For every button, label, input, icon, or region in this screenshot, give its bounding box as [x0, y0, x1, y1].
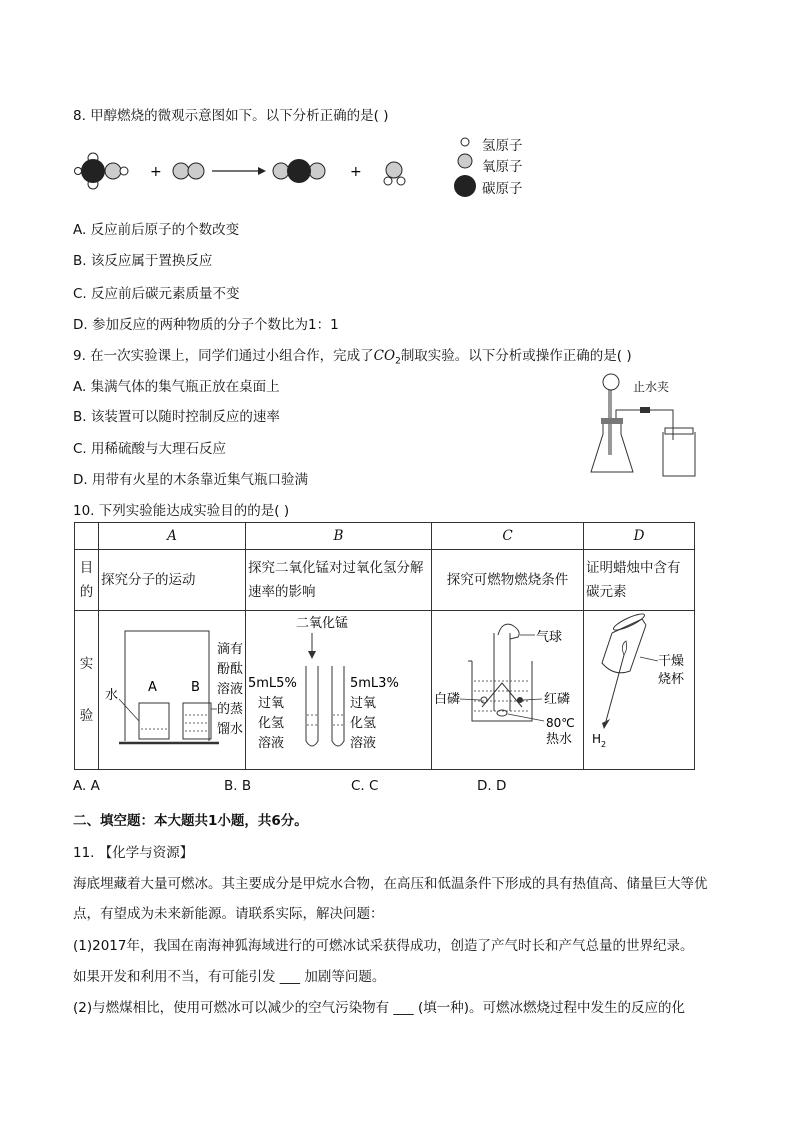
label-water: 水	[105, 688, 119, 703]
purpose-d: 证明蜡烛中含有碳元素	[584, 550, 695, 611]
svg-text:过氧: 过氧	[350, 696, 377, 711]
q9-option-c: C. 用稀硫酸与大理石反应	[73, 441, 227, 457]
hydrogen-atom-icon	[461, 138, 469, 146]
legend-hydrogen: 氢原子	[482, 138, 523, 154]
q9-title-post: 制取实验。以下分析或操作正确的是( )	[400, 348, 632, 364]
svg-text:酚酞: 酚酞	[217, 662, 244, 677]
q8-option-b: B. 该反应属于置换反应	[73, 253, 213, 269]
q10-option-c: C. C	[351, 778, 379, 794]
header-c: C	[432, 523, 584, 550]
purpose-b: 探究二氧化锰对过氧化氢分解速率的影响	[246, 550, 432, 611]
svg-text:溶液: 溶液	[217, 682, 244, 697]
q8-option-d: D. 参加反应的两种物质的分子个数比为1：1	[73, 317, 339, 333]
label-beaker-b: B	[191, 680, 200, 695]
water-molecule	[384, 162, 405, 185]
q9-title-pre: 9. 在一次实验课上，同学们通过小组合作，完成了	[73, 348, 374, 364]
carbon-atom-icon	[454, 175, 476, 197]
figure-a	[99, 611, 245, 765]
figure-b	[246, 611, 431, 765]
q10-title: 10. 下列实验能达成实验目的的是( )	[73, 503, 290, 519]
q11-intro: 海底埋藏着大量可燃冰。其主要成分是甲烷水合物，在高压和低温条件下形成的具有热值高、储量巨大等优点，有望成为未来新能源。请联系实际，解决问题：	[73, 876, 708, 922]
label-white-phosphorus: 白磷	[434, 692, 461, 707]
q8-option-c: C. 反应前后碳元素质量不变	[73, 286, 240, 302]
q8-title: 8. 甲醇燃烧的微观示意图如下。以下分析正确的是( )	[73, 108, 389, 124]
header-b: B	[246, 523, 432, 550]
experiment-c	[432, 611, 584, 770]
label-hot-water: 热水	[546, 732, 573, 747]
plus-sign: +	[150, 164, 162, 180]
q11-part1-line1: (1)2017年，我国在南海神狐海域进行的可燃冰试采获得成功，创造了产气时长和产气总量的世界纪录。	[73, 938, 694, 954]
clamp-icon	[640, 407, 650, 413]
svg-text:溶液: 溶液	[258, 736, 285, 751]
experiment-a	[99, 611, 246, 770]
q9-option-a: A. 集满气体的集气瓶正放在桌面上	[73, 379, 280, 395]
label-red-phosphorus: 红磷	[544, 692, 571, 707]
q8-reaction-diagram	[70, 150, 430, 196]
q9-title	[73, 344, 632, 367]
svg-text:5mL5%: 5mL5%	[248, 676, 297, 691]
legend-carbon: 碳原子	[482, 181, 523, 197]
svg-text:的蒸: 的蒸	[217, 702, 244, 717]
row-label-experiment: 实 验	[75, 611, 99, 770]
svg-text:溶液: 溶液	[350, 736, 377, 751]
svg-text:烧杯: 烧杯	[658, 672, 685, 687]
q9-option-b: B. 该装置可以随时控制反应的速率	[73, 409, 280, 425]
q10-option-d: D. D	[477, 778, 507, 794]
q10-option-a: A. A	[73, 778, 100, 794]
header-d: D	[584, 523, 695, 550]
label-hydrogen: H	[592, 732, 602, 746]
figure-d	[584, 611, 694, 765]
header-a: A	[99, 523, 246, 550]
methanol-molecule	[75, 153, 129, 189]
q11-part1-line2: 如果开发和利用不当，有可能引发 ___ 加剧等问题。	[73, 969, 386, 985]
row-label-purpose: 目 的	[75, 550, 99, 611]
purpose-a: 探究分子的运动	[99, 550, 246, 611]
q10-option-b: B. B	[224, 778, 252, 794]
experiment-b	[246, 611, 432, 770]
q9-formula-sub: 2	[395, 356, 401, 367]
label-dry-beaker: 干燥	[658, 654, 685, 669]
table-row-experiment	[75, 611, 695, 770]
purpose-c: 探究可燃物燃烧条件	[432, 550, 584, 611]
carbon-dioxide-molecule	[273, 159, 325, 183]
q11-title: 11. 【化学与资源】	[73, 845, 194, 861]
plus-sign: +	[350, 164, 362, 180]
label-balloon: 气球	[536, 630, 563, 645]
svg-text:化氢: 化氢	[258, 716, 285, 731]
q9-formula: CO	[373, 348, 396, 364]
svg-text:滴有: 滴有	[217, 642, 244, 657]
svg-text:馏水: 馏水	[217, 722, 244, 737]
figure-c	[432, 611, 583, 765]
svg-text:5mL3%: 5mL3%	[350, 676, 399, 691]
section-title: 二、填空题：本大题共1小题，共6分。	[73, 813, 308, 829]
q8-option-a: A. 反应前后原子的个数改变	[73, 222, 240, 238]
legend-oxygen: 氧原子	[482, 159, 523, 175]
experiment-d	[584, 611, 695, 770]
label-beaker-a: A	[148, 680, 157, 695]
oxygen-molecule	[173, 163, 204, 179]
q11-part2-line1: (2)与燃煤相比，使用可燃冰可以减少的空气污染物有 ___ (填一种)。可燃冰燃烧过程中发生的反应的化	[73, 1000, 685, 1016]
q9-option-d: D. 用带有火星的木条靠近集气瓶口验满	[73, 472, 308, 488]
label-mno2: 二氧化锰	[296, 616, 349, 631]
oxygen-atom-icon	[458, 154, 472, 168]
table-row-purpose	[75, 550, 695, 611]
label-temperature: 80℃	[546, 716, 575, 730]
svg-text:过氧: 过氧	[258, 696, 285, 711]
svg-text:2: 2	[601, 740, 607, 749]
reaction-arrow	[212, 167, 266, 175]
q10-table	[74, 522, 695, 770]
table-header-row	[75, 523, 695, 550]
svg-text:化氢: 化氢	[350, 716, 377, 731]
q9-clamp-label: 止水夹	[633, 380, 670, 394]
